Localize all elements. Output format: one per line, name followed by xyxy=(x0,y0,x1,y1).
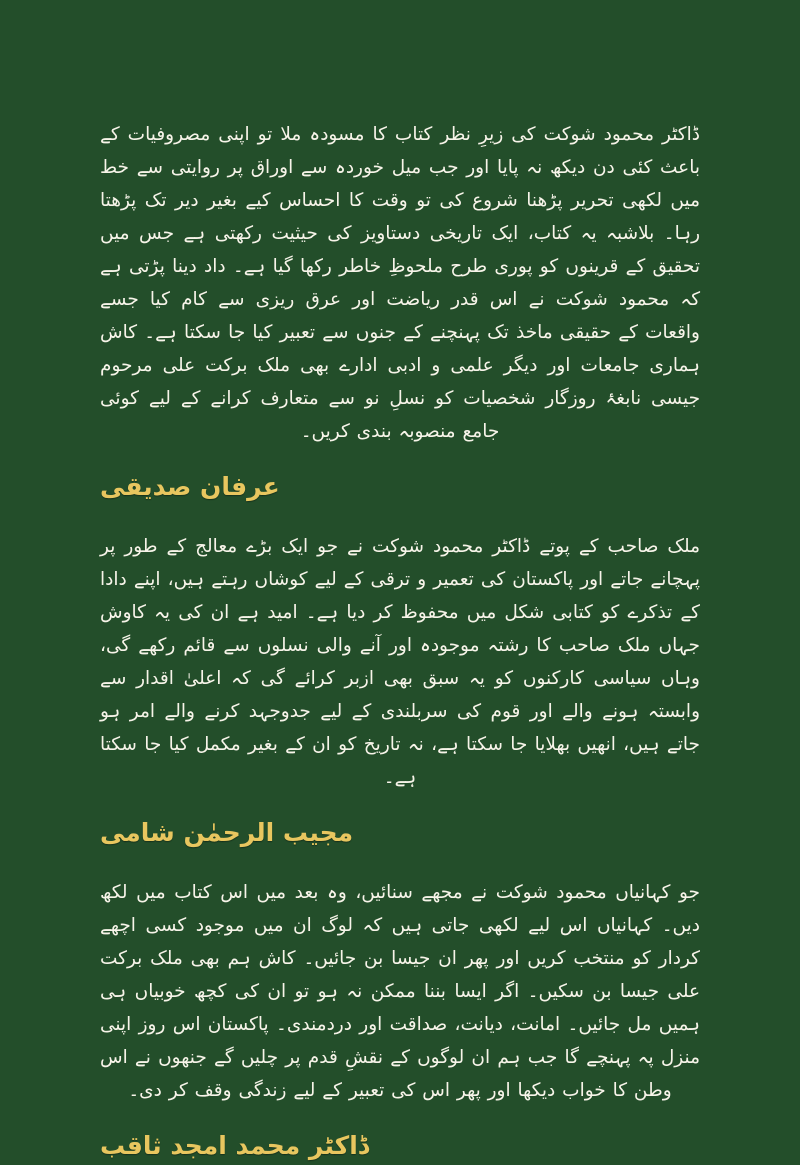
testimonial-author-3: ڈاکٹر محمد امجد ثاقب xyxy=(100,1131,369,1160)
testimonial-author-1: عرفان صدیقی xyxy=(100,472,280,501)
testimonial-block-1 xyxy=(100,118,700,506)
testimonial-text-2: ملک صاحب کے پوتے ڈاکٹر محمود شوکت نے جو ایک بڑے معالج کے طور پر پہچانے جاتے اور پاکستان کی تعمیر و ترقی کے لیے کوشاں رہتے ہیں، اپنے دادا کے تذکرے کو کتابی شکل میں محفوظ کر دیا ہے۔ امید ہے ان کی یہ کاوش جہاں ملک صاحب کا رشتہ موجودہ اور آنے والی نسلوں سے قائم رکھے گی، وہاں سیاسی کارکنوں کو یہ سبق بھی ازبر کرائے گی کہ اعلیٰ اقدار سے وابستہ ہونے والے اور قوم کی سربلندی کے لیے جدوجہد کرنے والے امر ہو جاتے ہیں، انھیں بھلایا جا سکتا ہے، نہ تاریخ کو ان کے بغیر مکمل کیا جا سکتا ہے۔ xyxy=(100,536,700,788)
testimonial-text-1: ڈاکٹر محمود شوکت کی زیرِ نظر کتاب کا مسودہ ملا تو اپنی مصروفیات کے باعث کئی دن دیکھ نہ پایا اور جب میل خوردہ سے اوراق پر روایتی سے خط میں لکھی تحریر پڑھنا شروع کی تو وقت کا احساس کیے بغیر دیر تک پڑھتا رہا۔ بلاشبہ یہ کتاب، ایک تاریخی دستاویز کی حیثیت رکھتی ہے جس میں تحقیق کے قرینوں کو پوری طرح ملحوظِ خاطر رکھا گیا ہے۔ داد دینا پڑتی ہے کہ محمود شوکت نے اس قدر ریاضت اور عرق ریزی سے کام کیا جسے واقعات کے حقیقی ماخذ تک پہنچنے کے جنوں سے تعبیر کیا جا سکتا ہے۔ کاش ہماری جامعات اور دیگر علمی و ادبی ادارے بھی ملک برکت علی مرحوم جیسی نابغۂ روزگار شخصیات کو نسلِ نو سے متعارف کرانے کے لیے کوئی جامع منصوبہ بندی کریں۔ xyxy=(100,124,700,442)
testimonial-text-3: جو کہانیاں محمود شوکت نے مجھے سنائیں، وہ بعد میں اس کتاب میں لکھ دیں۔ کہانیاں اس لیے لکھی جاتی ہیں کہ لوگ ان میں موجود کسی اچھے کردار کو منتخب کریں اور پھر ان جیسا بن جائیں۔ کاش ہم بھی ملک برکت علی جیسا بن سکیں۔ اگر ایسا بننا ممکن نہ ہو تو ان کی کچھ خوبیاں ہی ہمیں مل جائیں۔ امانت، دیانت، صداقت اور دردمندی۔ پاکستان اس روز اپنی منزل پہ پہنچے گا جب ہم ان لوگوں کے نقشِ قدم پر چلیں گے جنھوں نے اس وطن کا خواب دیکھا اور پھر اس کی تعبیر کے لیے زندگی وقف کر دی۔ xyxy=(100,882,700,1101)
testimonial-block-3 xyxy=(100,876,700,1165)
testimonial-block-2 xyxy=(100,530,700,852)
testimonial-author-2: مجیب الرحمٰن شامی xyxy=(100,818,354,847)
